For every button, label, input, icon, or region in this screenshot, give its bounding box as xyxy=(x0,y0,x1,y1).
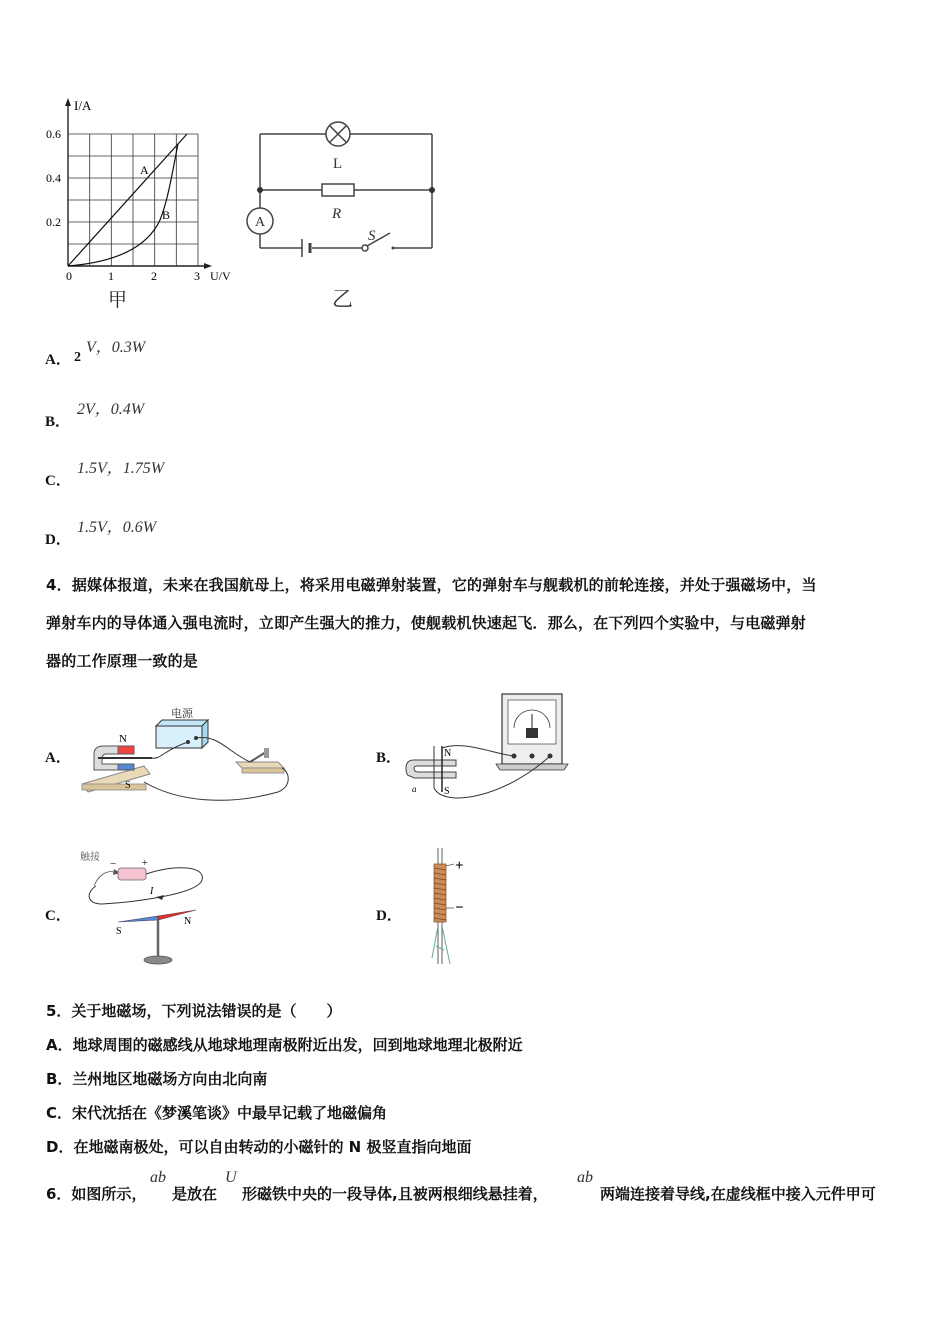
label-minus: − xyxy=(455,900,464,916)
label-s: S xyxy=(125,780,131,791)
x-tick-3: 3 xyxy=(194,269,200,283)
y-tick-0.6: 0.6 xyxy=(46,127,61,141)
y-axis-arrow xyxy=(65,98,71,106)
q4-line-3: 器的工作原理一致的是 xyxy=(46,652,199,670)
q3-option-b-letter: B． xyxy=(45,414,71,430)
q4-line-1: 4．据媒体报道，未来在我国航母上，将采用电磁弹射装置，它的弹射车与舰载机的前轮连接，并处于强磁场中，当 xyxy=(46,576,817,594)
x-tick-0: 0 xyxy=(66,269,72,283)
x-tick-2: 2 xyxy=(151,269,157,283)
y-tick-0.4: 0.4 xyxy=(46,171,61,185)
label-power: 电源 xyxy=(171,707,193,720)
q4-option-c-letter: C． xyxy=(45,908,71,924)
switch-board xyxy=(236,762,284,768)
q6-text-4: 两端连接着导线,在虚线框中接入元件甲可 xyxy=(600,1185,876,1203)
junction-right xyxy=(429,187,435,193)
switch-label: S xyxy=(368,228,376,244)
q5-option-b: B．兰州地区地磁场方向由北向南 xyxy=(46,1070,268,1088)
x-tick-1: 1 xyxy=(108,269,114,283)
q6-math-ab-1: ab xyxy=(150,1169,166,1186)
q6-math-ab-2: ab xyxy=(577,1169,593,1186)
q6-math-u: U xyxy=(225,1169,237,1186)
q5-option-d: D．在地磁南极处，可以自由转动的小磁针的 N 极竖直指向地面 xyxy=(46,1138,472,1156)
q5-stem: 5．关于地磁场，下列说法错误的是（ ） xyxy=(46,1002,342,1020)
label-minus: − xyxy=(110,858,117,870)
iu-graph-jia xyxy=(38,96,248,312)
ammeter-label: A xyxy=(255,215,266,230)
q5-option-a: A．地球周围的磁感线从地球地理南极附近出发，回到地球地理北极附近 xyxy=(46,1036,523,1054)
q4-figure-c xyxy=(76,846,226,970)
lamp-symbol xyxy=(326,122,350,146)
q3-option-d-value: 1.5V，0.6W xyxy=(77,519,157,536)
resistor-symbol xyxy=(322,184,354,196)
label-current: I xyxy=(150,886,154,897)
q5-option-c: C．宋代沈括在《梦溪笔谈》中最早记载了地磁偏角 xyxy=(46,1104,388,1122)
y-axis-label: I/A xyxy=(74,98,92,113)
label-s: S xyxy=(444,786,450,797)
battery xyxy=(118,868,146,880)
y-tick-0.2: 0.2 xyxy=(46,215,61,229)
label-s: S xyxy=(116,926,122,937)
q3-option-a-lead: 2 xyxy=(74,350,81,365)
u-magnet xyxy=(406,760,456,778)
q4-option-a-letter: A． xyxy=(45,750,71,766)
q3-option-c-value: 1.5V，1.75W xyxy=(77,460,165,477)
switch-blade xyxy=(250,752,266,762)
q3-option-c-letter: C． xyxy=(45,473,71,489)
label-plus: + xyxy=(142,858,148,869)
q3-option-d-letter: D． xyxy=(45,532,71,548)
q3-option-a-letter: A． xyxy=(45,352,71,368)
q4-figure-b xyxy=(404,688,574,808)
label-n: N xyxy=(119,733,127,745)
junction-left xyxy=(257,187,263,193)
q6-text-3: 形磁铁中央的一段导体,且被两根细线悬挂着， xyxy=(242,1185,548,1203)
x-axis-label: U/V xyxy=(210,269,231,283)
lamp-label: L xyxy=(333,156,343,172)
grid xyxy=(68,134,198,266)
curve-b-label: B xyxy=(162,208,171,222)
q3-option-b-value: 2V，0.4W xyxy=(77,401,145,418)
q4-option-b-letter: B． xyxy=(376,750,402,766)
q4-figure-d xyxy=(420,846,480,970)
label-n: N xyxy=(444,748,452,759)
needle-s-half xyxy=(118,916,158,922)
q4-option-d-letter: D． xyxy=(376,908,402,924)
q6-text-1: 6．如图所示， xyxy=(46,1185,147,1203)
caption-yi: 乙 xyxy=(332,287,353,311)
resistor-label: R xyxy=(332,206,342,222)
switch-symbol xyxy=(362,233,395,251)
label-plus: + xyxy=(455,858,464,874)
q3-option-a-value: V，0.3W xyxy=(86,339,146,356)
circuit-yi xyxy=(244,118,444,314)
label-a: a xyxy=(412,784,417,794)
q6-text-2: 是放在 xyxy=(172,1185,218,1203)
curve-a-label: A xyxy=(140,163,149,177)
label-n: N xyxy=(184,916,192,927)
q4-figure-a xyxy=(78,702,298,812)
caption-jia: 甲 xyxy=(108,289,128,311)
q4-line-2: 弹射车内的导体通入强电流时，立即产生强大的推力，使舰载机快速起飞．那么，在下列四个实验中，与电磁弹射 xyxy=(46,614,807,632)
label-touch: 触接 xyxy=(80,852,100,863)
